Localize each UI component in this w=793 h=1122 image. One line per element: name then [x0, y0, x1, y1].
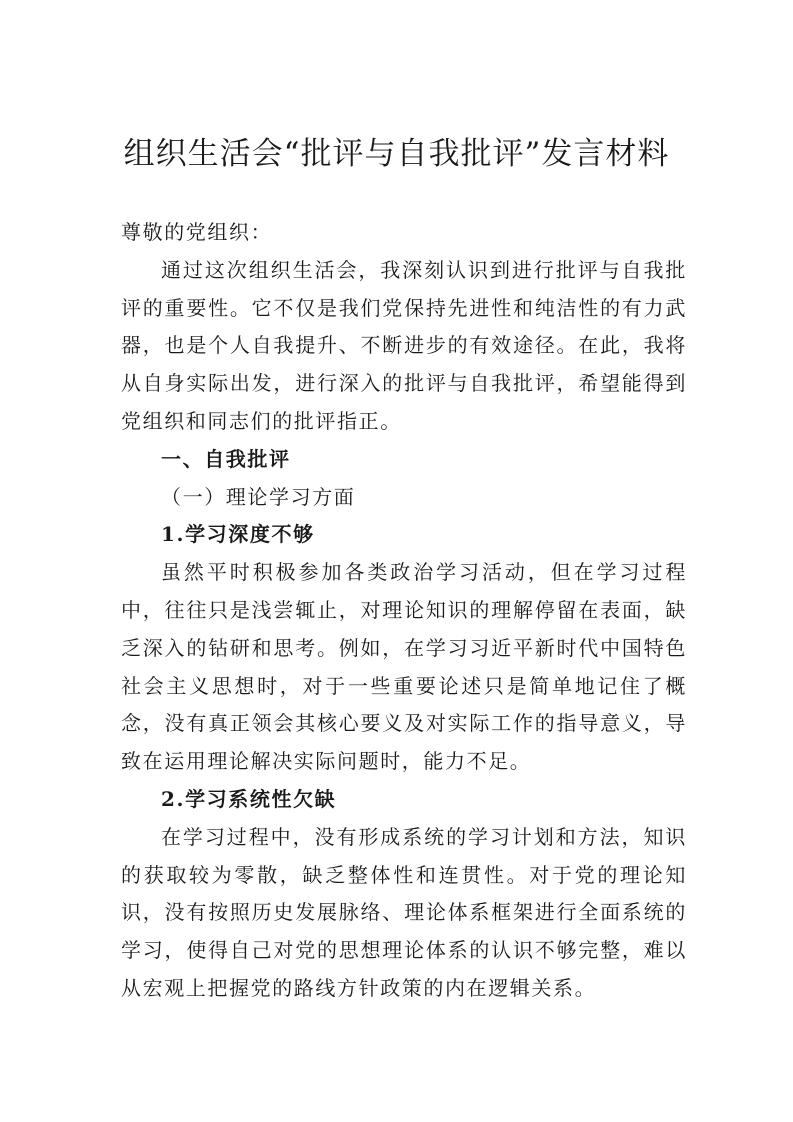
subsection-heading-theory-study: （一）理论学习方面: [161, 484, 356, 509]
section-heading-self-criticism: 一、自我批评: [161, 446, 291, 471]
item-heading-study-system: 2.学习系统性欠缺: [161, 786, 337, 811]
document-body: [121, 214, 687, 1008]
item-paragraph-study-depth: 虽然平时积极参加各类政治学习活动，但在学习过程中，往往只是浅尝辄止，对理论知识的理解停留在表面，缺乏深入的钻研和思考。例如，在学习习近平新时代中国特色社会主义思想时，对于一些重要论述只是简单地记住了概念，没有真正领会其核心要义及对实际工作的指导意义，导致在运用理论解决实际问题时，能力不足。: [121, 560, 687, 774]
salutation: 尊敬的党组织：: [121, 220, 273, 244]
item-heading-study-depth: 1.学习深度不够: [161, 522, 315, 547]
item-paragraph-study-system: 在学习过程中，没有形成系统的学习计划和方法，知识的获取较为零散，缺乏整体性和连贯性。对于党的理论知识，没有按照历史发展脉络、理论体系框架进行全面系统的学习，使得自己对党的思想理论体系的认识不够完整，难以从宏观上把握党的路线方针政策的内在逻辑关系。: [121, 824, 687, 1000]
intro-paragraph: 通过这次组织生活会，我深刻认识到进行批评与自我批评的重要性。它不仅是我们党保持先进性和纯洁性的有力武器，也是个人自我提升、不断进步的有效途径。在此，我将从自身实际出发，进行深入的批评与自我批评，希望能得到党组织和同志们的批评指正。: [121, 257, 687, 433]
document-title: 组织生活会“批评与自我批评”发言材料: [123, 136, 670, 172]
